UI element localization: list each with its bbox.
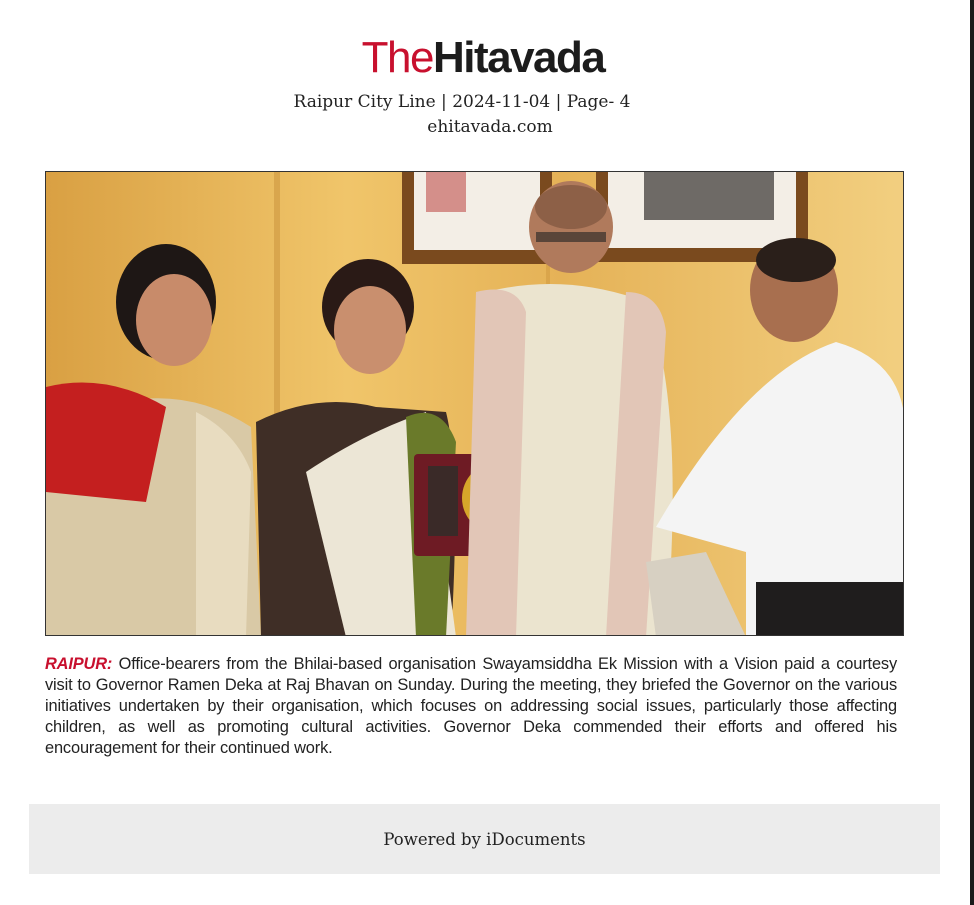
website-link[interactable]: ehitavada.com [427, 117, 553, 137]
caption-dateline: RAIPUR: [45, 655, 113, 673]
article-photo [45, 171, 904, 636]
logo-the: The [361, 33, 433, 82]
logo-hitavada: Hitavada [432, 33, 605, 82]
photo-illustration [46, 172, 904, 636]
caption-body: Office-bearers from the Bhilai-based organisation Swayamsiddha Ek Mission with a Vision paid a courtesy visit to Governor Ramen Deka at Raj Bhavan on Sunday. During the meeting, they briefed the Governor on the various initiatives undertaken by their organisation, which focuses on addressing social issues, particularly those affecting children, as well as promoting cultural activities. Governor Deka commended their efforts and offered his encouragement for their continued work. [45, 655, 897, 757]
photo-caption [45, 654, 897, 759]
masthead [0, 33, 966, 82]
powered-by-link[interactable]: Powered by iDocuments [383, 829, 586, 849]
newspaper-logo [361, 33, 605, 82]
edition-dateline: Raipur City Line | 2024-11-04 | Page- 4 [293, 92, 631, 112]
footer-bar [29, 804, 940, 874]
